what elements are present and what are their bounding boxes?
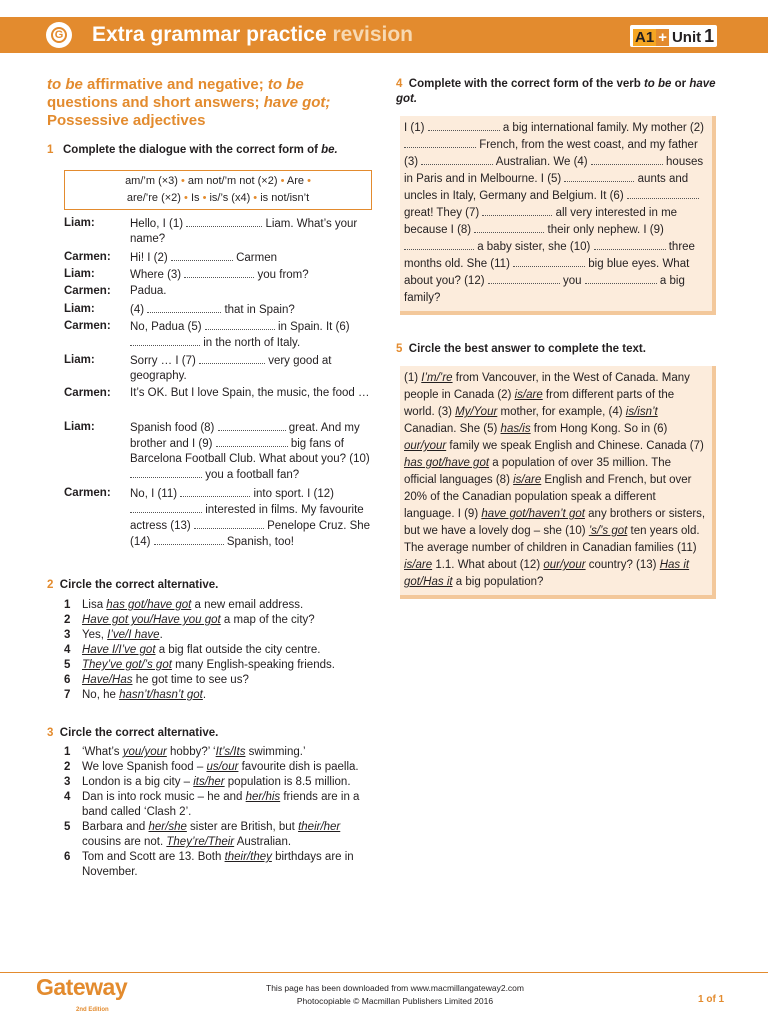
answer-option[interactable]: you/your [122,746,167,758]
edition-label: 2nd Edition [76,1007,109,1013]
answer-option[interactable]: is/are [514,389,543,401]
answer-blank[interactable] [474,222,544,233]
list-item: 5 Barbara and her/she sister are British, but their/her cousins are not. They’re/Their Australian. [64,821,341,848]
dialogue-line: Hello, I (1) Liam. What’s your name? [130,218,358,245]
page-header [0,17,768,53]
section-title-part: questions and short answers; [47,94,264,111]
list-item: 7 No, he hasn’t/hasn’t got. [64,689,207,701]
word-option: Is [190,192,200,204]
answer-option[interactable]: I’m/’re [421,372,453,384]
page-title [92,21,413,49]
dialogue-line: No, I (11) into sport. I (12) interested in films. My favourite actress (13) Penelope Cruz. She (14) Spanish, too! [130,488,371,548]
ex1-heading [47,143,338,158]
grammar-logo-icon: G [46,22,72,48]
answer-option[interactable]: They’re/Their [166,836,235,848]
answer-blank[interactable] [154,534,224,545]
ex4-number: 4 [396,78,403,90]
section-title-part: to be [47,76,83,93]
answer-blank[interactable] [585,273,657,284]
section-title-part: have got; [263,94,331,111]
title-revision: revision [332,23,414,46]
word-option: is not/isn’t [260,192,310,204]
answer-option[interactable]: Has it got/Has it [404,559,690,588]
section-title-part: Possessive adjectives [47,112,206,129]
answer-option[interactable]: has/is [500,423,531,435]
answer-option[interactable]: ’s/’s got [588,525,628,537]
speaker-label: Liam: [64,421,95,433]
answer-option[interactable]: My/Your [455,406,498,418]
answer-option[interactable]: hasn’t/hasn’t got [119,689,203,701]
ex3-heading [47,726,218,741]
answer-option[interactable]: It’s/Its [215,746,246,758]
ex2-list [64,598,384,703]
word-box-line-1: am/’m (×3) • am not/’m not (×2) • Are • [125,175,311,187]
answer-option[interactable]: has got/have got [404,457,490,469]
speaker-label: Carmen: [64,320,111,332]
list-item: 4 Have I/I’ve got a big flat outside the city centre. [64,644,321,656]
dialogue-line: Hi! I (2) Carmen [130,252,277,264]
answer-blank[interactable] [421,154,493,165]
speaker-label: Carmen: [64,251,111,263]
answer-option[interactable]: our/your [404,440,447,452]
footer-text [230,982,560,1008]
answer-blank[interactable] [130,467,202,478]
answer-blank[interactable] [180,486,250,497]
ex3-instruction: Circle the correct alternative. [59,727,219,739]
word-option: Are [286,175,304,187]
answer-option[interactable]: is/isn’t [625,406,658,418]
footer-divider [0,972,768,973]
speaker-label: Liam: [64,354,95,366]
ex1-instruction: Complete the dialogue with the correct form of [63,144,322,156]
ex5-text: (1) I’m/’re from Vancouver, in the West of Canada. Many people in Canada (2) is/are from different parts of the world. (3) My/Your mother, for example, (4) is/isn’t Canadian. She (5) has/is from Hong Kong. So in (6) our/your family we speak English and Chinese. Canada (7) has got/have got a population of over 35 million. The official languages (8) is/are English and French, but over 20% of the Canadian population speak a different language. I (9) have got/haven’t got any brothers or sisters, but we have a lovely dog – she (10) ’s/’s got ten years old. The average number of children in Canadian families (11) is/are 1.1. What about (12) our/your country? (13) Has it got/Has it a big population? [404,372,706,588]
ex2-heading [47,578,218,593]
level-label: A1 [635,29,655,46]
level-plus: + [658,29,667,46]
answer-option[interactable]: has got/have got [106,599,192,611]
ex5-text-panel [400,366,716,599]
answer-blank[interactable] [186,216,262,227]
answer-blank[interactable] [404,137,476,148]
list-item: 6 Tom and Scott are 13. Both their/they birthdays are in November. [64,851,354,878]
answer-blank[interactable] [218,420,286,431]
gateway-logo: Gateway [36,974,128,1000]
list-item: 1 ‘What’s you/your hobby?’ ‘It’s/Its swimming.’ [64,746,306,758]
answer-blank[interactable] [216,436,288,447]
answer-blank[interactable] [199,353,265,364]
footer-copyright: Photocopiable © Macmillan Publishers Limited 2016 [296,996,494,1006]
speaker-label: Carmen: [64,487,111,499]
answer-blank[interactable] [591,154,663,165]
title-main: Extra grammar practice [92,23,327,46]
answer-blank[interactable] [564,171,634,182]
ex4-instruction: or [671,78,690,90]
speaker-label: Carmen: [64,285,111,297]
ex3-list [64,745,374,880]
dialogue-line: Padua. [130,285,167,297]
dialogue-line: It’s OK. But I love Spain, the music, the food … [130,387,370,399]
ex4-instruction-verb: have got. [396,78,716,105]
speaker-label: Liam: [64,268,95,280]
speaker-label: Liam: [64,303,95,315]
dialogue-line: Where (3) you from? [130,269,309,281]
speaker-label: Liam: [64,217,95,229]
answer-option[interactable]: her/his [245,791,281,803]
answer-option[interactable]: They’ve got/’s got [82,659,172,671]
word-option: is/’s (x4) [209,192,251,204]
list-item: 2 We love Spanish food – us/our favourite dish is paella. [64,761,359,773]
section-title-part: to be [267,76,304,93]
word-option: am not/’m not (×2) [187,175,278,187]
ex1-number: 1 [47,144,54,156]
answer-blank[interactable] [627,188,699,199]
answer-option[interactable]: her/she [148,821,187,833]
ex4-text-panel [400,116,716,315]
list-item: 6 Have/Has he got time to see us? [64,674,249,686]
ex2-instruction: Circle the correct alternative. [59,579,219,591]
answer-blank[interactable] [482,205,552,216]
ex4-instruction: Complete with the correct form of the verb [408,78,644,90]
answer-option[interactable]: is/are [404,559,433,571]
footer-download-note: This page has been downloaded from www.macmillangateway2.com [266,983,524,993]
ex1-instruction-verb: be. [321,144,338,156]
answer-blank[interactable] [428,120,500,131]
section-title [47,76,377,130]
list-item: 1 Lisa has got/have got a new email address. [64,599,304,611]
dialogue-line: No, Padua (5) in Spain. It (6) in the north of Italy. [130,321,350,349]
list-item: 4 Dan is into rock music – he and her/his friends are in a band called ‘Clash 2’. [64,791,360,818]
list-item: 3 London is a big city – its/her population is 8.5 million. [64,776,351,788]
answer-option[interactable]: have got/haven’t got [481,508,585,520]
answer-option[interactable]: is/are [513,474,542,486]
ex5-instruction: Circle the best answer to complete the text. [408,343,646,355]
answer-blank[interactable] [171,250,233,261]
dialogue-line: Spanish food (8) great. And my brother and I (9) big fans of Barcelona Football Club. What about you? (10) you a football fan? [130,422,370,481]
answer-option[interactable]: their/her [298,821,341,833]
answer-blank[interactable] [130,335,200,346]
word-box-line-2: are/’re (×2) • Is • is/’s (x4) • is not/isn’t [126,192,310,204]
page-number: 1 of 1 [698,994,725,1005]
answer-blank[interactable] [194,518,264,529]
answer-blank[interactable] [130,502,202,513]
ex5-number: 5 [396,343,403,355]
ex4-text: I (1) a big international family. My mother (2) French, from the west coast, and my father (3) Australian. We (4) houses in Paris and in Melbourne. I (5) aunts and uncles in Italy, Germany and Belgium. It (6) great! They (7) all very interested in me because I (8) their only nephew. I (9) a baby sister, she (10) three months old. She (11) big blue eyes. What about you? (12) you a big family? [404,122,704,304]
answer-option[interactable]: us/our [206,761,239,773]
word-option: are/’re (×2) [126,192,181,204]
section-title-part: affirmative and negative; [82,76,268,93]
ex3-number: 3 [47,727,54,739]
dialogue-line: (4) that in Spain? [130,304,295,316]
answer-option[interactable]: I’ve/I have [107,629,160,641]
ex4-instruction-verb: to be [643,78,672,90]
level-badge [630,25,717,47]
answer-blank[interactable] [488,273,560,284]
dialogue-line: Sorry … I (7) very good at geography. [130,355,332,382]
answer-option[interactable]: our/your [543,559,586,571]
answer-blank[interactable] [205,319,275,330]
speaker-label: Carmen: [64,387,111,399]
list-item: 5 They’ve got/’s got many English-speaking friends. [64,659,335,671]
ex5-heading [396,342,646,357]
ex2-number: 2 [47,579,54,591]
word-box [64,170,372,210]
list-item: 2 Have got you/Have you got a map of the city? [64,614,315,626]
unit-number: 1 [704,26,715,46]
ex4-heading [396,77,726,107]
answer-option[interactable]: Have got you/Have you got [82,614,221,626]
answer-option[interactable]: their/they [224,851,272,863]
answer-blank[interactable] [184,267,254,278]
answer-option[interactable]: its/her [193,776,225,788]
unit-label: Unit [671,29,702,46]
answer-option[interactable]: Have I/I’ve got [82,644,156,656]
answer-blank[interactable] [404,239,474,250]
word-option: am/’m (×3) [125,175,178,187]
answer-blank[interactable] [513,256,585,267]
answer-option[interactable]: Have/Has [82,674,133,686]
list-item: 3 Yes, I’ve/I have. [64,629,163,641]
answer-blank[interactable] [147,302,221,313]
answer-blank[interactable] [594,239,666,250]
